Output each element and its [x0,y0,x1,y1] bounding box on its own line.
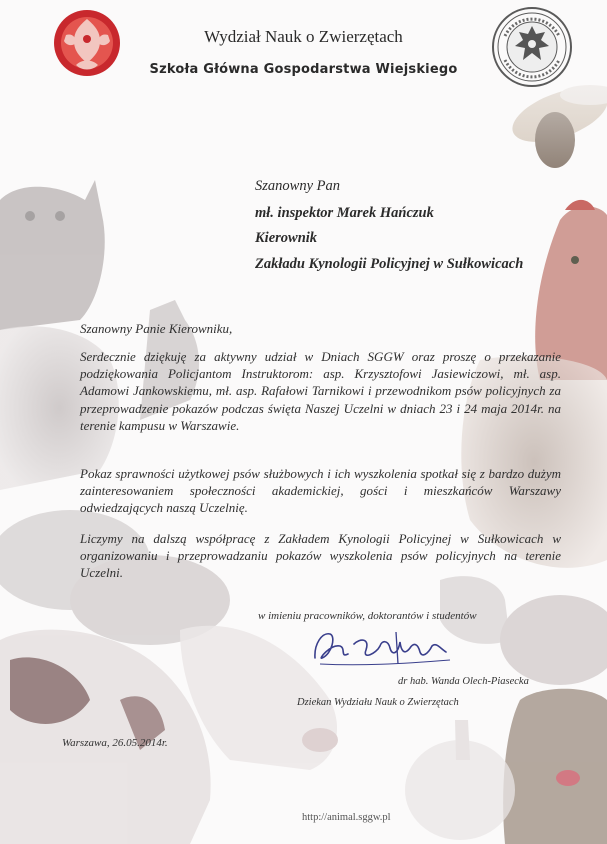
cat-illustration [0,180,105,330]
cow-illustration-left [0,626,338,844]
university-name: Szkoła Główna Gospodarstwa Wiejskiego [149,62,458,77]
recipient-position: Kierownik [255,230,318,246]
recipient-name: mł. inspektor Marek Hańczuk [255,205,434,221]
recipient-unit: Zakładu Kynologii Policyjnej w Sułkowicach [255,256,524,272]
faculty-name: Wydział Nauk o Zwierzętach [204,27,403,46]
letter-paragraph-3: Liczymy na dalszą współpracę z Zakładem Kynologii Policyjnej w Sułkowicach w organizowaniu i przeprowadzaniu pokazów wyszkolenia psów policyjnych na terenie Uczelni. [80,531,561,581]
goat-illustration [440,576,607,685]
letter-paragraph-1: Serdecznie dziękuję za aktywny udział w Dniach SGGW oraz proszę o przekazanie podziękowania Policjantom Instruktorom: asp. Krzysztofowi Jasiewiczowi, mł. asp. Adamowi Jankowskiemu, mł. asp. Rafałowi Tarnikowi i przewodnikom psów policyjnych za przeprowadzenie pokazów podczas święta Naszej Uczelni w dniach 23 i 24 maja 2014r. na terenie kampusu w Warszawie. [80,349,561,433]
signature-on-behalf: w imieniu pracowników, doktorantów i studentów [258,610,477,622]
signatory-title: Dziekan Wydziału Nauk o Zwierzętach [297,697,459,708]
letter-paragraph-2: Pokaz sprawności użytkowej psów służbowych i ich wyszkolenia spotkał się z bardzo dużym zainteresowaniem społeczności akademickiej, gości i mieszkańców Warszawy odwiedzających naszą Uczelnię. [80,466,561,516]
recipient-greeting: Szanowny Pan [255,178,340,194]
rabbit-illustration [405,720,515,840]
handwritten-signature [300,624,460,672]
letter-salutation: Szanowny Panie Kierowniku, [80,321,233,336]
signatory-name: dr hab. Wanda Olech-Piasecka [398,676,529,687]
footer-url: http://animal.sggw.pl [302,812,391,823]
letter-date: Warszawa, 26.05.2014r. [62,737,168,749]
dog-illustration [503,689,607,844]
